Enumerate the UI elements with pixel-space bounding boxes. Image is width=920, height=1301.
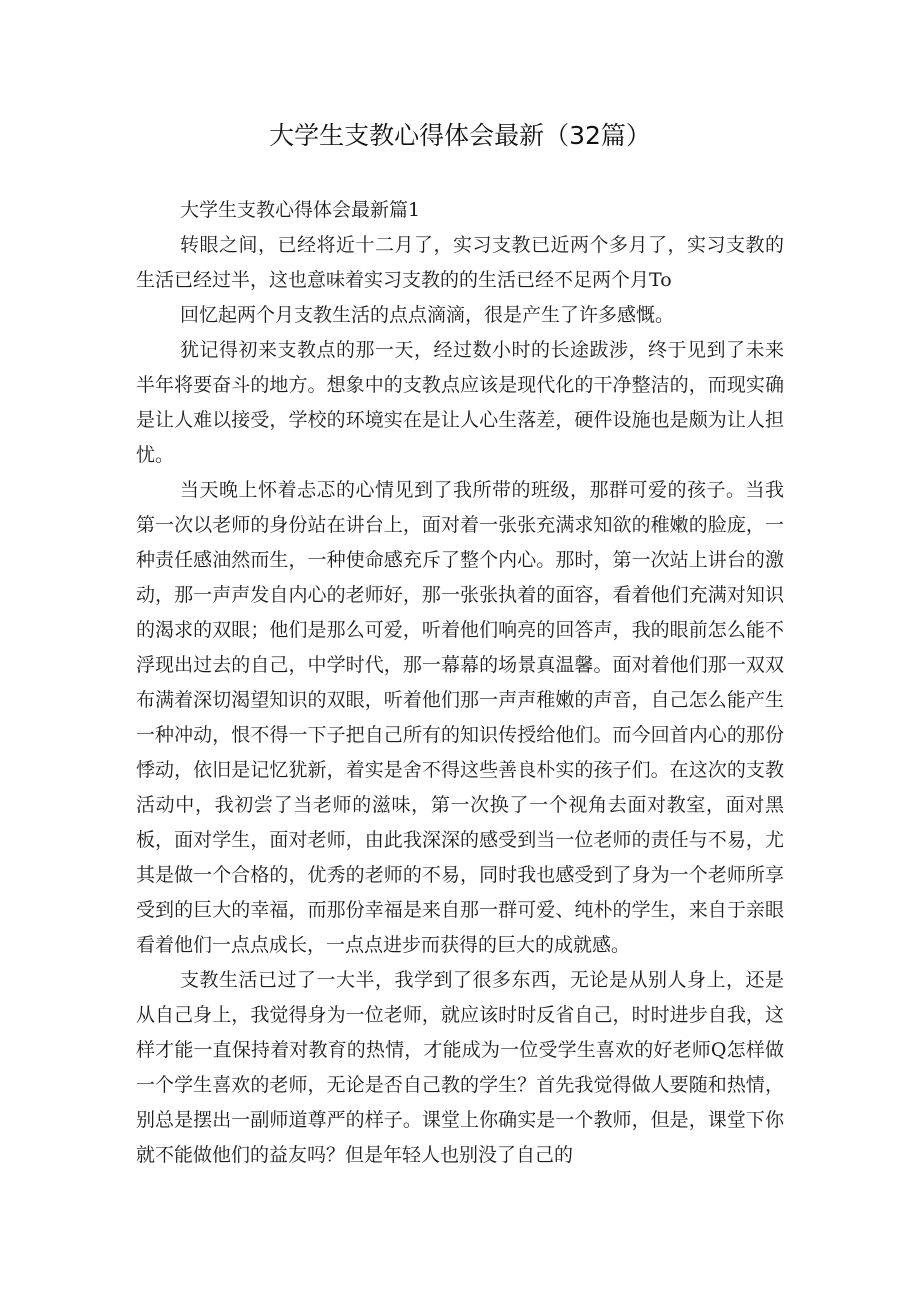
paragraph: 转眼之间，已经将近十二月了，实习支教已近两个多月了，实习支教的生活已经过半，这也意味着实习支教的的生活已经不足两个月To (136, 234, 784, 291)
document-body (136, 193, 784, 1173)
paragraph: 支教生活已过了一大半，我学到了很多东西，无论是从别人身上，还是从自己身上，我觉得身为一位老师，就应该时时反省自己，时时进步自我，这样才能一直保持着对教育的热情，才能成为一位受学生喜欢的好老师Q怎样做一个学生喜欢的老师，无论是否自己教的学生？首先我觉得做人要随和热情，别总是摆出一副师道尊严的样子。课堂上你确实是一个教师，但是，课堂下你就不能做他们的益友吗？但是年轻人也别没了自己的 (136, 969, 784, 1166)
paragraph: 回忆起两个月支教生活的点点滴滴，很是产生了许多感慨。 (180, 304, 675, 326)
paragraph: 犹记得初来支教点的那一天，经过数小时的长途跋涉，终于见到了未来半年将要奋斗的地方。想象中的支教点应该是现代化的干净整洁的，而现实确是让人难以接受，学校的环境实在是让人心生落差，硬件设施也是颇为让人担忧。 (136, 339, 784, 466)
document-title: 大学生支教心得体会最新（32篇） (269, 121, 651, 150)
paragraph: 当天晚上怀着忐忑的心情见到了我所带的班级，那群可爱的孩子。当我第一次以老师的身份站在讲台上，面对着一张张充满求知欲的稚嫩的脸庞，一种责任感油然而生，一种使命感充斥了整个内心。那时，第一次站上讲台的激动，那一声声发自内心的老师好，那一张张执着的面容，看着他们充满对知识的渴求的双眼；他们是那么可爱，听着他们响亮的回答声，我的眼前怎么能不浮现出过去的自己，中学时代，那一幕幕的场景真温馨。面对着他们那一双双布满着深切渴望知识的双眼，听着他们那一声声稚嫩的声音，自己怎么能产生一种冲动，恨不得一下子把自己所有的知识传授给他们。而今回首内心的那份悸动，依旧是记忆犹新，着实是舍不得这些善良朴实的孩子们。在这次的支教活动中，我初尝了当老师的滋味，第一次换了一个视角去面对教室，面对黑板，面对学生，面对老师，由此我深深的感受到当一位老师的责任与不易，尤其是做一个合格的，优秀的老师的不易，同时我也感受到了身为一个老师所享受到的巨大的幸福，而那份幸福是来自那一群可爱、纯朴的学生，来自于亲眼看着他们一点点成长，一点点进步而获得的巨大的成就感。 (136, 479, 784, 956)
section-heading: 大学生支教心得体会最新篇1 (180, 199, 421, 221)
